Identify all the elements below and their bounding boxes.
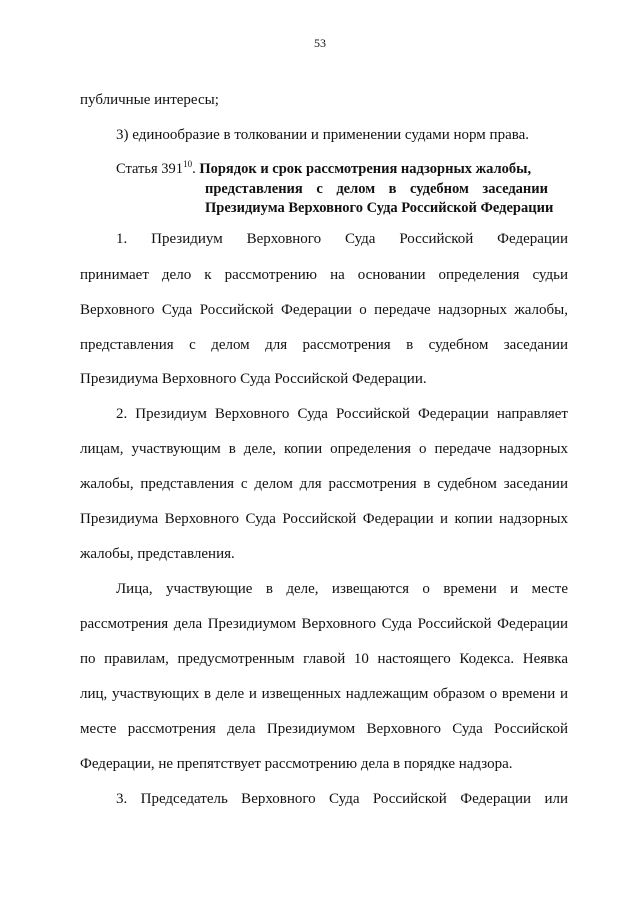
paragraph-line: Президиума Верховного Суда Российской Федерации и копии надзорных (80, 511, 568, 527)
paragraph-line: 2. Президиум Верховного Суда Российской Федерации направляет (116, 406, 568, 422)
paragraph-line: месте рассмотрения дела Президиумом Верховного Суда Российской (80, 721, 568, 737)
paragraph-line: Лица, участвующие в деле, извещаются о времени и месте (116, 581, 568, 597)
paragraph-line: рассмотрения дела Президиумом Верховного Суда Российской Федерации (80, 616, 568, 632)
article-title-line: Президиума Верховного Суда Российской Федерации (205, 200, 554, 216)
paragraph-line: лицам, участвующим в деле, копии определения о передаче надзорных (80, 441, 568, 457)
paragraph-line: Федерации, не препятствует рассмотрению дела в порядке надзора. (80, 756, 513, 772)
article-dot: . (192, 161, 196, 177)
paragraph-line: принимает дело к рассмотрению на основании определения судьи (80, 267, 568, 283)
paragraph-line: представления с делом для рассмотрения в судебном заседании (80, 337, 568, 353)
paragraph-line: 3. Председатель Верховного Суда Российской Федерации или (116, 791, 568, 807)
article-label: Статья 391 (116, 161, 184, 177)
text-line: публичные интересы; (80, 92, 219, 108)
text-line: 3) единообразие в толковании и применении судами норм права. (116, 127, 530, 143)
paragraph-line: 1. Президиум Верховного Суда Российской Федерации (116, 231, 568, 247)
article-number-superscript: 10 (183, 159, 193, 169)
page-number: 53 (314, 36, 326, 50)
paragraph-line: лиц, участвующих в деле и извещенных надлежащим образом о времени и (80, 686, 568, 702)
paragraph-line: по правилам, предусмотренным главой 10 настоящего Кодекса. Неявка (80, 651, 568, 667)
article-title: Порядок и срок рассмотрения надзорных жалобы, (199, 161, 532, 177)
paragraph-line: жалобы, представления с делом для рассмотрения в судебном заседании (80, 476, 568, 492)
article-title-line: представления с делом в судебном заседании (205, 181, 548, 197)
article-heading (116, 160, 531, 178)
paragraph-line: Верховного Суда Российской Федерации о передаче надзорных жалобы, (80, 302, 568, 318)
paragraph-line: жалобы, представления. (80, 546, 235, 562)
paragraph-line: Президиума Верховного Суда Российской Федерации. (80, 371, 427, 387)
